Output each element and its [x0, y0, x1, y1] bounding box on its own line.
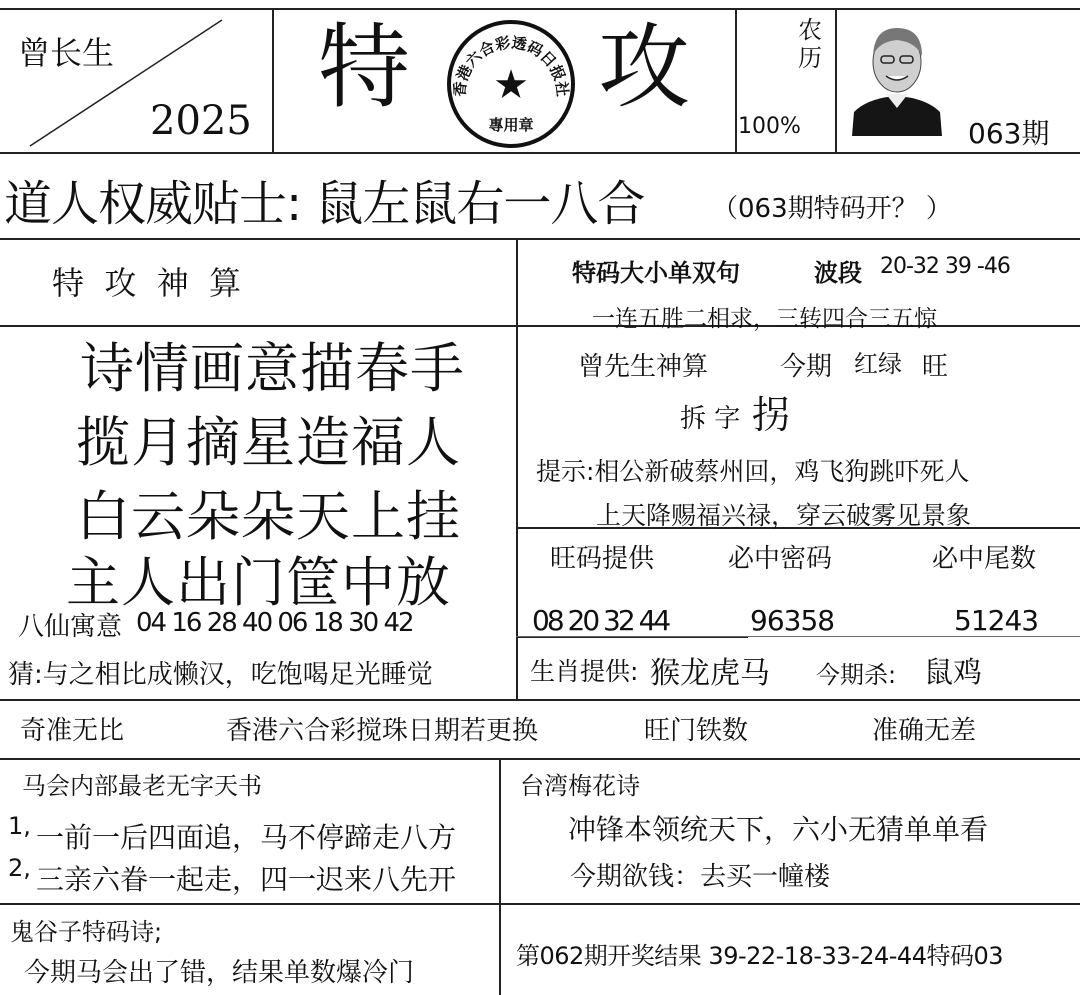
book-item-1: 一前一后四面追，马不停蹄走八方: [36, 821, 457, 854]
book-item-2: 三亲六眷一起走，四一迟来八先开: [36, 863, 457, 896]
wave-label: 波段: [814, 259, 862, 287]
banner-text-3: 旺门铁数: [644, 716, 749, 746]
draw-result: 第062期开奖结果 39-22-18-33-24-44特码03: [516, 942, 1004, 970]
header-divider-3: [835, 8, 837, 154]
eight-immortals-numbers: 04 16 28 40 06 18 30 42: [136, 608, 413, 638]
secret-code-label: 必中密码: [728, 544, 833, 574]
kill-label: 今期杀:: [816, 661, 897, 689]
size-odd-even-label: 特码大小单双句: [572, 259, 740, 287]
book-item-1-number: 1,: [8, 812, 31, 840]
eight-immortals-label: 八仙寓意: [18, 612, 123, 642]
combo-verse: 一连五胜二相求，三转四合三五惊: [592, 306, 937, 332]
taiwan-poem-line-1: 冲锋本领统天下，六小无猜单单看: [568, 813, 989, 846]
star-icon: ★: [493, 62, 529, 108]
hint-line-1: 提示:相公新破蔡州回，鸡飞狗跳吓死人: [536, 457, 970, 486]
mr-zeng-calc-label: 曾先生神算: [578, 352, 709, 382]
header-divider-2: [735, 8, 737, 154]
color-value: 红绿: [854, 350, 902, 378]
issue-number: 063期: [968, 117, 1050, 150]
guigu-line: 今期马会出了错，结果单数爆冷门: [24, 958, 415, 988]
banner-top-border: [0, 699, 1080, 701]
seal-stamp: [445, 18, 577, 150]
hot-numbers-label: 旺码提供: [550, 544, 655, 574]
zodiac-label: 生肖提供:: [530, 657, 639, 686]
wave-numbers: 20-32 39 -46: [880, 254, 1010, 279]
seal-bottom-text: 專用章: [488, 116, 534, 134]
book-title: 马会内部最老无字天书: [22, 772, 262, 800]
title-right-char: 攻: [598, 14, 691, 121]
zodiac-value: 猴龙虎马: [650, 656, 770, 691]
lunar-label: 农历: [798, 16, 822, 72]
book-item-2-number: 2,: [8, 854, 31, 882]
banner-bottom-border: [0, 758, 1080, 760]
split-char-value: 拐: [752, 393, 791, 437]
taiwan-poem-line-2: 今期欲钱：去买一幢楼: [570, 862, 831, 892]
banner-text-1: 奇准无比: [20, 716, 125, 746]
lower-vertical-divider: [499, 758, 501, 995]
hot-numbers-value: 08 20 32 44: [532, 604, 669, 637]
poem-line-1: 诗情画意描春手: [80, 337, 465, 400]
section-heading-special-calc: 特 攻 神 算: [52, 264, 242, 302]
author-portrait: [848, 16, 946, 136]
secret-code-value: 96358: [750, 604, 835, 637]
kill-value: 鼠鸡: [924, 655, 983, 689]
author-name: 曾长生: [18, 34, 115, 72]
mid-vertical-divider: [516, 238, 518, 700]
percent-value: 100%: [738, 114, 801, 139]
lower-mid-border: [0, 903, 1080, 905]
banner-text-2: 香港六合彩搅珠日期若更换: [226, 716, 539, 746]
guigu-title: 鬼谷子特码诗;: [10, 918, 163, 946]
tip-note: （063期特码开？ ）: [712, 194, 952, 224]
year: 2025: [150, 98, 252, 144]
tail-numbers-label: 必中尾数: [932, 544, 1037, 574]
seal-top-text: 香港六合彩透码日报社: [450, 33, 572, 98]
this-issue-label: 今期: [780, 352, 833, 382]
taiwan-poem-title: 台湾梅花诗: [520, 772, 640, 800]
tail-numbers-value: 51243: [954, 604, 1039, 637]
prosper-label: 旺: [922, 352, 949, 382]
poem-line-3: 白云朵朵天上挂: [76, 485, 461, 548]
poem-line-4: 主人出门筐中放: [66, 551, 451, 614]
split-char-label: 拆 字: [680, 404, 741, 434]
title-left-char: 特: [318, 14, 411, 121]
tip-bottom-border: [0, 238, 1080, 240]
poem-line-2: 揽月摘星造福人: [76, 411, 461, 474]
tip-title: 道人权威贴士: 鼠左鼠右一八合: [4, 176, 645, 232]
guess-text: 猜:与之相比成懒汉，吃饱喝足光睡觉: [8, 660, 433, 690]
hint-line-2: 上天降赐福兴禄，穿云破雾见景象: [596, 501, 972, 530]
banner-text-4: 准确无差: [872, 716, 977, 746]
